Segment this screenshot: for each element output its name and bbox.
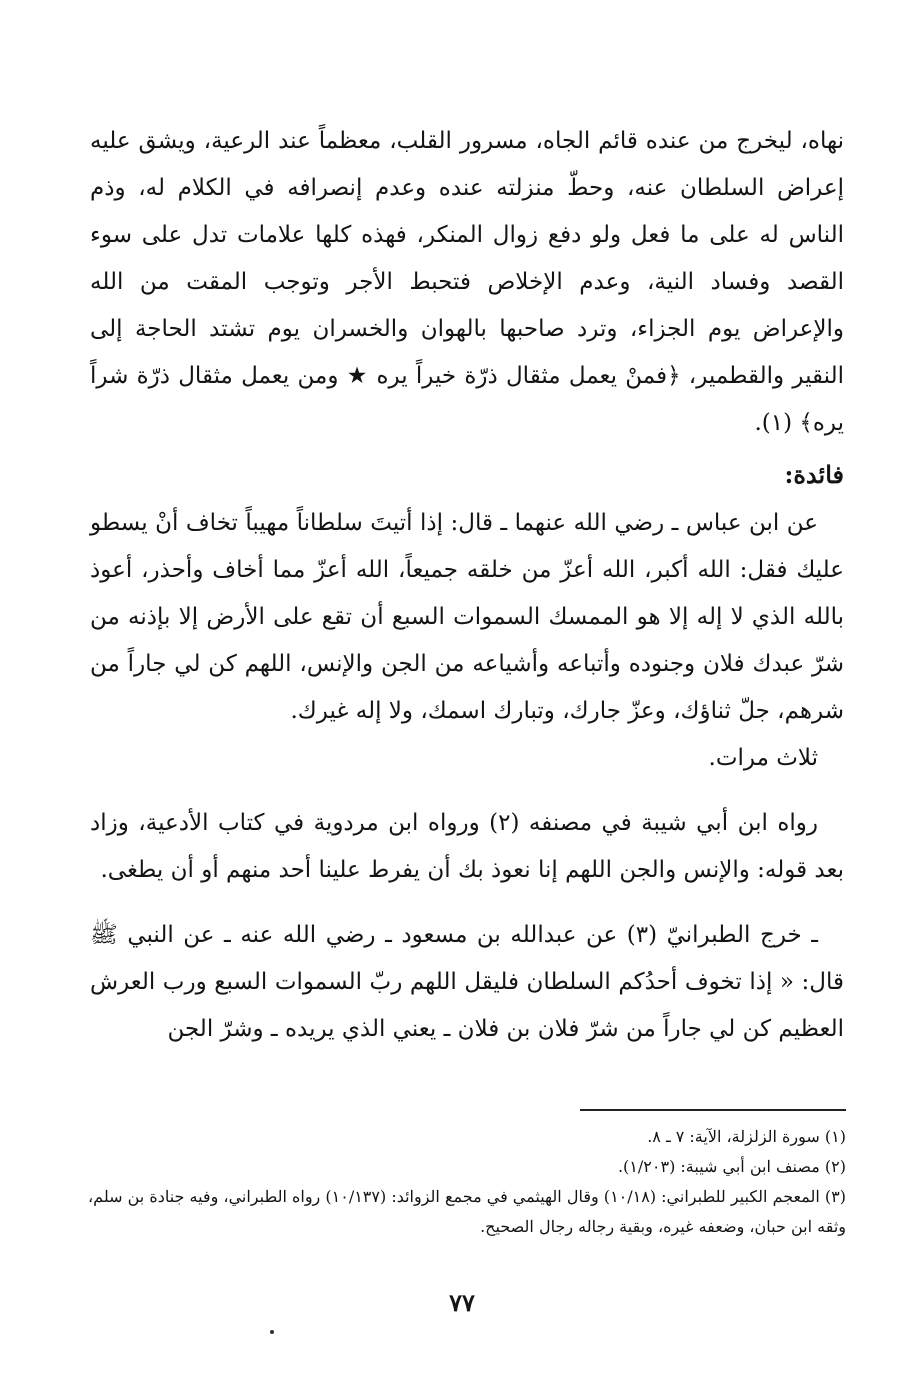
section-heading: فائدة: [784,460,844,489]
footnote-3: (٣) المعجم الكبير للطبراني: (١٠/١٨) وقال الهيثمي في مجمع الزوائد: (١٠/١٣٧) رواه الطبراني، وفيه جنادة بن سلم، وثقه ابن حبان، وضعفه غيره، وبقية رجاله رجال الصحيح. [88,1187,847,1236]
paragraph-three-times: ثلاث مرات. [708,745,818,771]
footnote-2: (٢) مصنف ابن أبي شيبة: (١/٢٠٣). [617,1157,846,1176]
paragraph-ibn-abbas: عن ابن عباس ـ رضي الله عنهما ـ قال: إذا أتيتَ سلطاناً مهيباً تخاف أنْ يسطو عليك فقل: الله أكبر، الله أعزّ من خلقه جميعاً، الله أعزّ مما أخاف وأحذر، أعوذ بالله الذي لا إله إلا هو الممسك السموات السبع أن تقع على الأرض إلا بإذنه من شرّ عبدك فلان وجنوده وأتباعه وأشياعه من الجن والإنس، اللهم كن لي جاراً من شرهم، جلّ ثناؤك، وعزّ جارك، وتبارك اسمك، ولا إله غيرك. [90,510,844,724]
scan-speck [270,1330,274,1334]
paragraph-tabarani: ـ خرج الطبرانيّ (٣) عن عبدالله بن مسعود ـ رضي الله عنه ـ عن النبي ﷺ قال: « إذا تخوف أحدُكم السلطان فليقل اللهم ربّ السموات السبع ورب العرش العظيم كن لي جاراً من شرّ فلان بن فلان ـ يعني الذي يريده ـ وشرّ الجن [90,922,844,1042]
main-text [90,118,844,1053]
footnotes [88,1122,846,1242]
paragraph-continuation: نهاه، ليخرج من عنده قائم الجاه، مسرور القلب، معظماً عند الرعية، ويشق عليه إعراض السلطان عنه، وحطّ منزلته عنده وعدم إنصرافه في الكلام له، وذم الناس له على ما فعل ولو دفع زوال المنكر، فهذه كلها علامات تدل على سوء القصد وفساد النية، وعدم الإخلاص فتحبط الأجر وتوجب المقت من الله والإعراض يوم الجزاء، وترد صاحبها بالهوان والخسران يوم تشتد الحاجة إلى النقير والقطمير، ﴿فمنْ يعمل مثقال ذرّة خيراً يره ★ ومن يعمل مثقال ذرّة شراً يره﴾ (١). [90,128,844,436]
paragraph-narration: رواه ابن أبي شيبة في مصنفه (٢) ورواه ابن مردوية في كتاب الأدعية، وزاد بعد قوله: والإنس والجن اللهم إنا نعوذ بك أن يفرط علينا أحد منهم أو أن يطغى. [90,810,844,883]
footnote-1: (١) سورة الزلزلة، الآية: ٧ ـ ٨. [647,1127,846,1146]
footnote-divider [580,1109,846,1111]
page-number: ٧٧ [449,1288,475,1317]
